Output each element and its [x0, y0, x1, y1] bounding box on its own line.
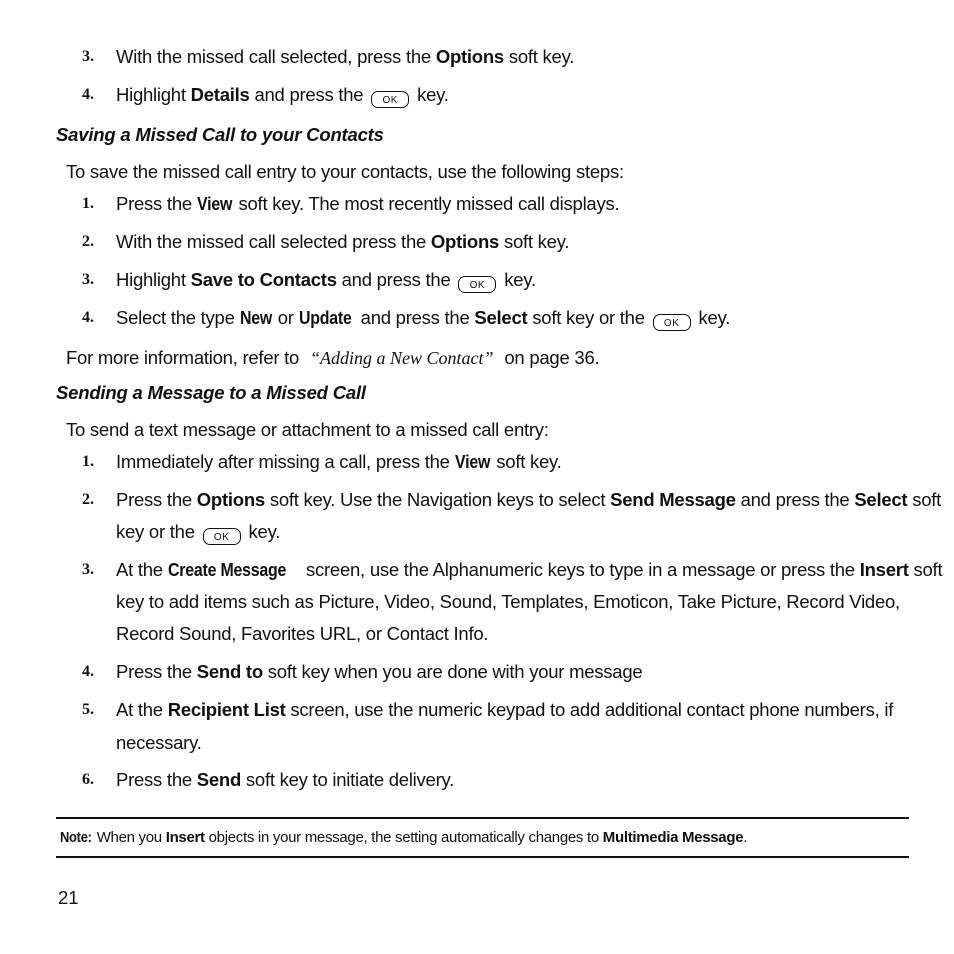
step-number: 3. [82, 561, 94, 578]
list-item: At the Recipient List screen, use the numeric keypad to add additional contact phone numbers, if [116, 699, 894, 720]
list-item: Press the Send soft key to initiate delivery. [116, 769, 455, 790]
section-intro: To send a text message or attachment to a missed call entry: [66, 419, 549, 440]
step-number: 3. [82, 271, 94, 288]
list-item: At the Create Message screen, use the Alphanumeric keys to type in a message or press the Insert soft [116, 559, 943, 580]
list-item: Immediately after missing a call, press the View soft key. [116, 451, 562, 472]
step-number: 6. [82, 771, 94, 788]
list-item-continuation: Record Sound, Favorites URL, or Contact Info. [116, 623, 489, 644]
section-intro: To save the missed call entry to your contacts, use the following steps: [66, 161, 624, 182]
section-heading: Sending a Message to a Missed Call [56, 382, 366, 403]
ok-key-icon: OK [653, 314, 691, 331]
step-number: 3. [82, 48, 94, 65]
list-item: With the missed call selected, press the Options soft key. [116, 46, 575, 67]
note-label: Note: [60, 829, 92, 846]
step-number: 4. [82, 663, 94, 680]
ok-key-icon: OK [458, 276, 496, 293]
step-number: 2. [82, 233, 94, 250]
list-item: Highlight Save to Contacts and press the OK key. [116, 269, 536, 291]
note-bottom-rule [56, 856, 909, 858]
step-number: 4. [82, 309, 94, 326]
list-item: Press the View soft key. The most recently missed call displays. [116, 193, 620, 214]
list-item-continuation: key to add items such as Picture, Video, Sound, Templates, Emoticon, Take Picture, Record Video, [116, 591, 900, 612]
note-text: Note: When you Insert objects in your message, the setting automatically changes to Multimedia Message. [60, 829, 748, 846]
step-number: 2. [82, 491, 94, 508]
step-number: 1. [82, 195, 94, 212]
list-item: Select the type New or Update and press the Select soft key or the OK key. [116, 307, 731, 329]
list-item-continuation: key or the OK key. [116, 521, 281, 543]
list-item: With the missed call selected press the Options soft key. [116, 231, 570, 252]
list-item: Press the Options soft key. Use the Navigation keys to select Send Message and press the Select soft [116, 489, 942, 510]
list-item: Highlight Details and press the OK key. [116, 84, 449, 106]
page-number: 21 [58, 887, 79, 908]
cross-reference: “Adding a New Contact” [309, 348, 494, 368]
list-item: Press the Send to soft key when you are done with your message [116, 661, 643, 682]
more-info-text: For more information, refer to “Adding a New Contact” on page 36. [66, 347, 600, 368]
note-top-rule [56, 817, 909, 819]
step-number: 5. [82, 701, 94, 718]
step-number: 4. [82, 86, 94, 103]
list-item-continuation: necessary. [116, 732, 202, 753]
step-number: 1. [82, 453, 94, 470]
section-heading: Saving a Missed Call to your Contacts [56, 124, 384, 145]
ok-key-icon: OK [371, 91, 409, 108]
ok-key-icon: OK [203, 528, 241, 545]
